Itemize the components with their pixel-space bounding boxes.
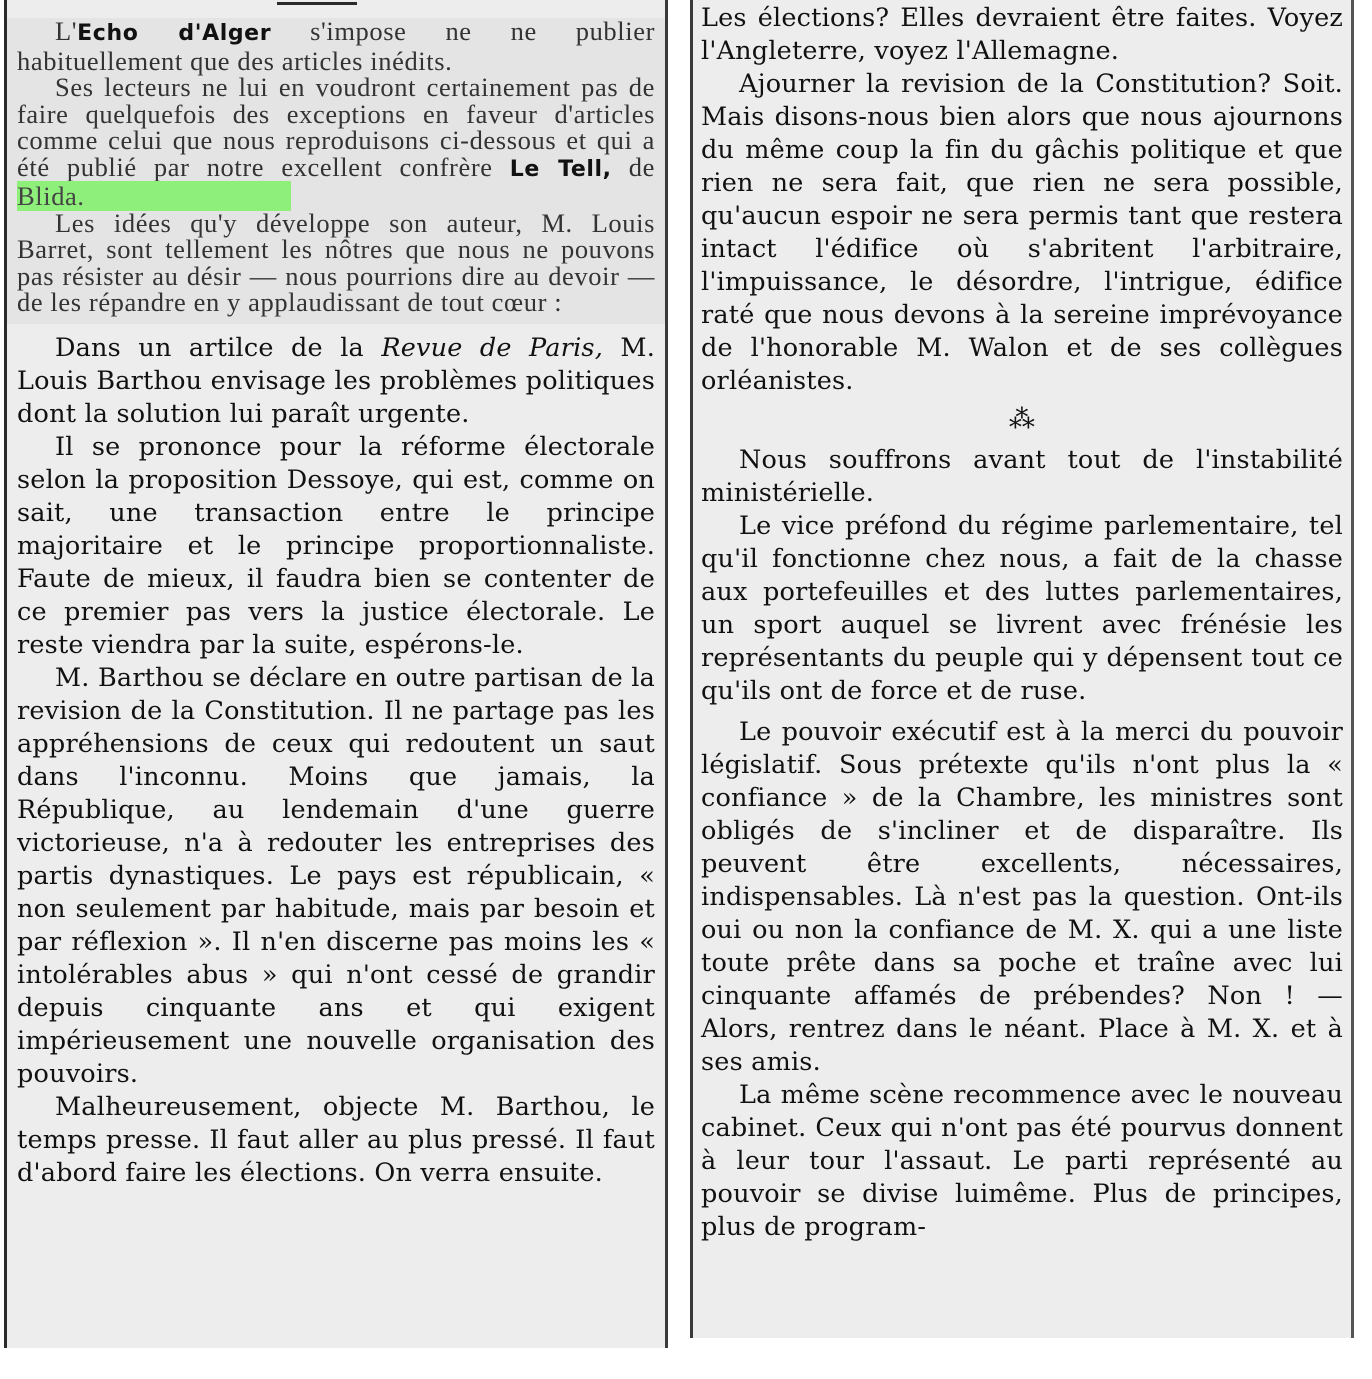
article-body-left — [17, 324, 655, 1190]
article-paragraph: Dans un artilce de la Revue de Paris, M. Louis Barthou envisage les problèmes politiques dont la solution lui paraît urgente. — [17, 332, 655, 429]
article-paragraph: Le pouvoir exécutif est à la merci du pouvoir législatif. Sous prétexte qu'ils n'ont plus la « confiance » de la Chambre, les ministres sont obligés de s'incliner et de disparaître. Ils peuvent être excellents, nécessaires, indispensables. Là n'est pas la question. Ont-ils oui ou non la confiance de M. X. qui a une liste toute prête dans sa poche et traîne avec lui cinquante affamés de prébendes? Non ! — Alors, rentrez dans le néant. Place à M. X. et à ses amis. — [701, 717, 1343, 1077]
article-paragraph: Malheureusement, objecte M. Barthou, le temps presse. Il faut aller au plus pressé. Il faut d'abord faire les élections. On verra ensuite. — [17, 1091, 655, 1188]
source-publication-name: Le Tell, — [509, 156, 612, 182]
article-paragraph: Il se prononce pour la réforme électorale selon la proposition Dessoye, qui est, comme on sait, une transaction entre le principe majoritaire et le principe proportionnaliste. Faute de mieux, il faudra bien se contenter de ce premier pas vers la justice électorale. Le reste viendra par la suite, espérons-le. — [17, 431, 655, 660]
publication-name: Echo d'Alger — [77, 21, 272, 46]
article-paragraph: La même scène recommence avec le nouveau cabinet. Ceux qui n'ont pas été pourvus donnent à leur tour l'assaut. Le parti représenté au pouvoir se divise luimême. Plus de principes, plus de program- — [701, 1080, 1343, 1242]
top-rule — [277, 2, 357, 5]
intro-paragraph-3: Les idées qu'y développe son auteur, M. Louis Barret, sont tellement les nôtres que nous ne pouvons pas résister au désir — nous pourrions dire au devoir — de les répandre en y applaudissant de tout cœur : — [17, 207, 655, 317]
left-column — [4, 0, 668, 1348]
article-paragraph: Les élections? Elles devraient être faites. Voyez l'Angleterre, voyez l'Allemagne. — [701, 3, 1343, 66]
cited-review-title: Revue de Paris, — [381, 332, 604, 363]
intro-paragraph-2: Ses lecteurs ne lui en voudront certainement pas de faire quelquefois des exceptions en faveur d'articles comme celui que nous reproduisons ci-dessous et qui a été publié par notre excellent confrère Le Tell, de Blida. — [17, 72, 656, 211]
column-gap — [701, 708, 1343, 716]
article-paragraph: M. Barthou se déclare en outre partisan de la revision de la Constitution. Il ne partage pas les appréhensions de ceux qui redoutent un saut dans l'inconnu. Moins que jamais, la République, au lendemain d'une guerre victorieuse, n'a à redouter les entreprises des partis dynastiques. Le pays est républicain, « non seulement par habitude, mais par besoin et par réflexion ». Il n'en discerne pas moins les « intolérables abus » qui n'ont cessé de grandir depuis cinquante ans et qui exigent impérieusement une nouvelle organisation des pouvoirs. — [17, 662, 655, 1089]
intro-paragraph-1: L'Echo d'Alger s'impose ne ne publier habituellement que des articles inédits. — [17, 16, 655, 76]
editorial-intro — [7, 18, 665, 324]
article-body-right — [701, 2, 1343, 1244]
article-paragraph: Le vice préfond du régime parlementaire, tel qu'il fonctionne chez nous, a fait de la chasse aux portefeuilles et des luttes parlementaires, un sport auquel se livrent avec frénésie les représentants du peuple qui y dépensent tout ce qu'ils ont de force et de ruse. — [701, 511, 1343, 706]
asterism-separator: ⁂ — [1008, 405, 1036, 435]
highlighted-word: Blida. — [17, 181, 291, 211]
right-column — [690, 0, 1354, 1338]
article-paragraph: Nous souffrons avant tout de l'instabilité ministérielle. — [701, 445, 1343, 508]
article-paragraph: Ajourner la revision de la Constitution? Soit. Mais disons-nous bien alors que nous ajournons du même coup la fin du gâchis politique et que rien ne sera fait, que rien ne sera possible, qu'aucun espoir ne sera permis tant que restera intact l'édifice où s'abritent l'arbitraire, l'impuissance, le désordre, l'intrigue, édifice raté que nous devons à la sereine imprévoyance de l'honorable M. Walon et de ses collègues orléanistes. — [701, 69, 1343, 396]
